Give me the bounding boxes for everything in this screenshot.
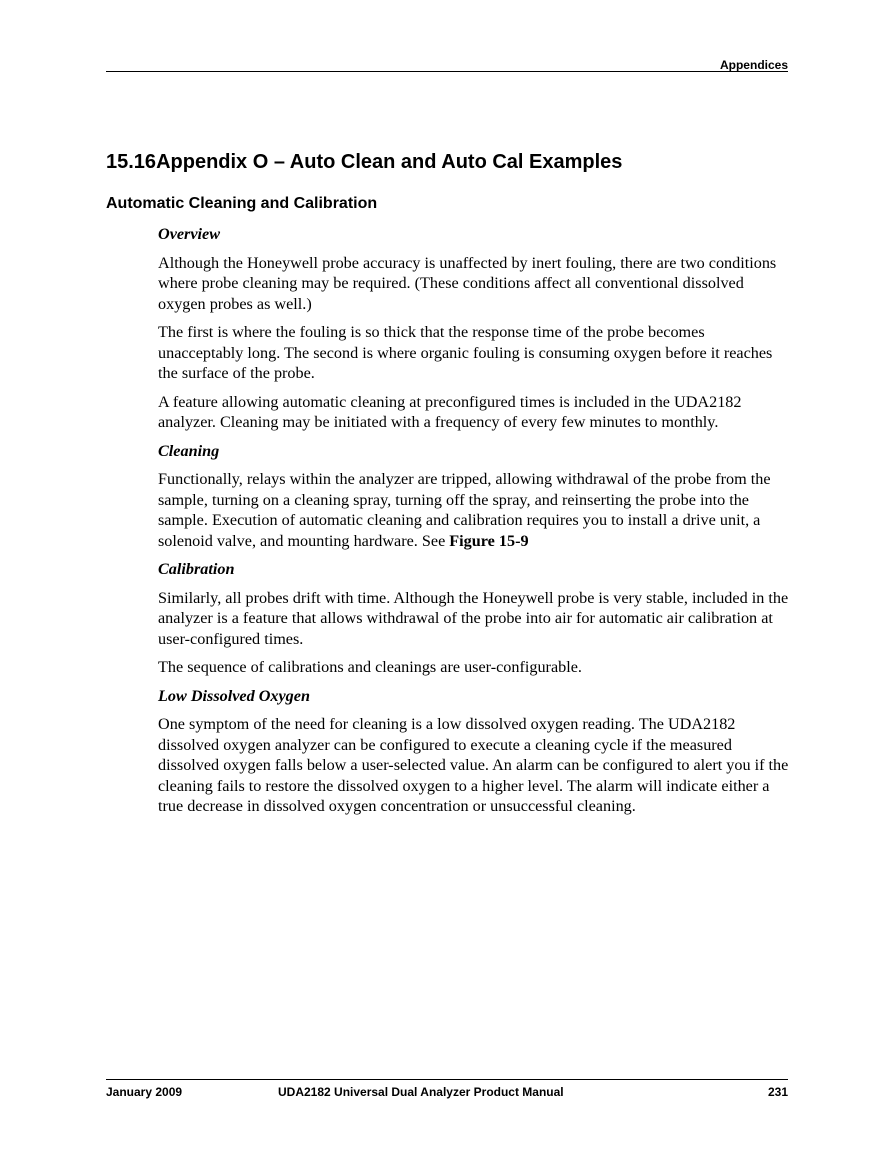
calibration-heading: Calibration — [158, 560, 235, 578]
overview-paragraph: A feature allowing automatic cleaning at preconfigured times is included in the UDA2182 analyzer. Cleaning may be initiated with a frequency of every few minutes to monthly. — [158, 392, 742, 431]
overview-paragraph: The first is where the fouling is so thick that the response time of the probe becomes unacceptably long. The second is where organic fouling is consuming oxygen before it reaches the surface of the probe. — [158, 323, 773, 382]
figure-reference[interactable]: Figure 15-9 — [449, 531, 529, 550]
header-rule — [106, 71, 788, 72]
overview-heading: Overview — [158, 225, 221, 243]
cleaning-paragraph — [158, 469, 790, 551]
overview-paragraph: Although the Honeywell probe accuracy is unaffected by inert fouling, there are two conditions where probe cleaning may be required. (These conditions affect all conventional dissolved oxygen probes as well.) — [158, 253, 777, 313]
running-header: Appendices — [719, 58, 788, 72]
footer-rule — [106, 1079, 788, 1080]
footer-manual-title: UDA2182 Universal Dual Analyzer Product Manual — [278, 1085, 564, 1099]
section-number: 15.16 — [106, 151, 157, 173]
section-title-text: Appendix O – Auto Clean and Auto Cal Examples — [156, 151, 623, 173]
low-oxygen-paragraph: One symptom of the need for cleaning is a low dissolved oxygen reading. The UDA2182 dissolved oxygen analyzer can be configured to execute a cleaning cycle if the measured dissolved oxygen falls below a user-selected value. An alarm can be configured to alert you if the cleaning fails to restore the dissolved oxygen to a higher level. The alarm will indicate either a true decrease in dissolved oxygen concentration or unsuccessful cleaning. — [158, 715, 789, 815]
cleaning-heading: Cleaning — [158, 441, 220, 460]
page-number: 231 — [767, 1085, 788, 1099]
footer-date: January 2009 — [106, 1085, 183, 1099]
calibration-paragraph: Similarly, all probes drift with time. Although the Honeywell probe is very stable, included in the analyzer is a feature that allows withdrawal of the probe into air for automatic air calibration at user-configured times. — [158, 588, 789, 648]
subsection-title: Automatic Cleaning and Calibration — [106, 195, 378, 212]
cleaning-text: Functionally, relays within the analyzer are tripped, allowing withdrawal of the probe from the sample, turning on a cleaning spray, turning off the spray, and reinserting the probe into the sample. Execution of automatic cleaning and calibration requires you to install a drive unit, a solenoid valve, and mounting hardware. See — [158, 470, 771, 550]
section-title — [106, 151, 622, 174]
body-text — [158, 224, 790, 825]
low-oxygen-heading: Low Dissolved Oxygen — [158, 686, 310, 705]
calibration-paragraph: The sequence of calibrations and cleanings are user-configurable. — [158, 658, 582, 676]
